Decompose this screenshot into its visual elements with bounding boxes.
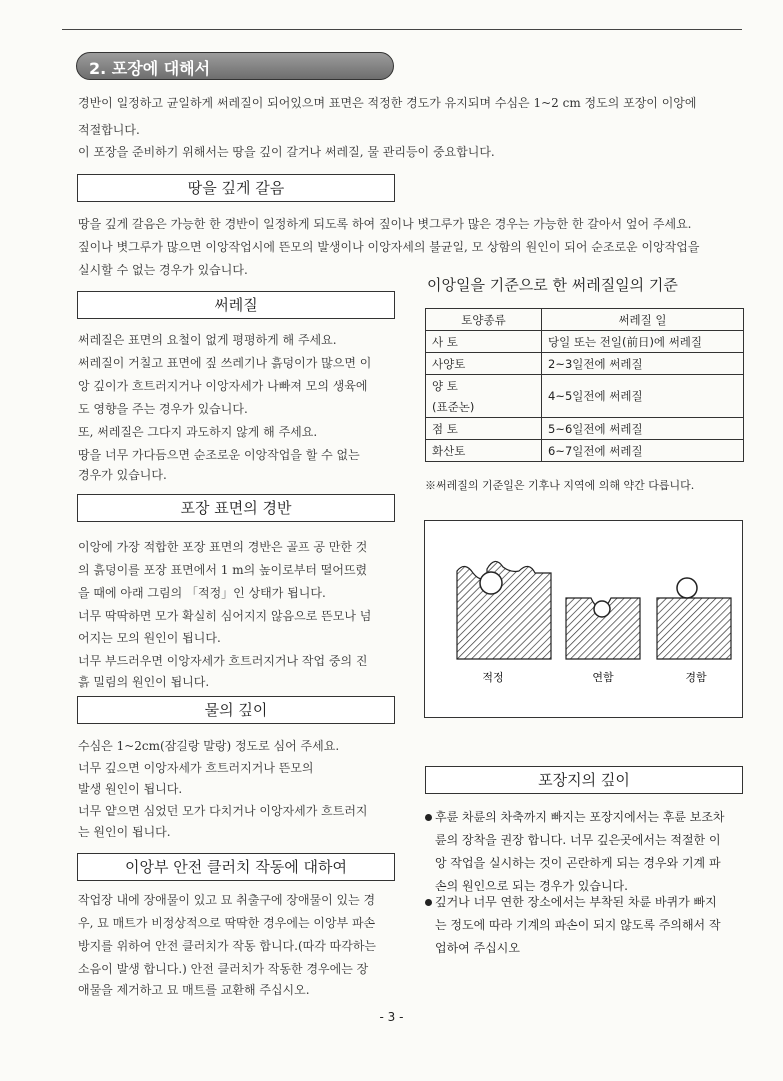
clutch-line-1: 작업장 내에 장애물이 있고 묘 취출구에 장애물이 있는 경: [78, 893, 376, 907]
harrow-line-4: 도 영향을 주는 경우가 있습니다.: [78, 402, 248, 416]
field-depth-title: 포장지의 깊이: [538, 771, 630, 789]
label-soft: 연함: [592, 671, 614, 684]
hardness-title: 포장 표면의 경반: [180, 499, 292, 517]
hardness-line-7: 흙 밀림의 원인이 됩니다.: [78, 675, 210, 689]
water-line-1: 수심은 1~2cm(잠길랑 말랑) 정도로 심어 주세요.: [78, 739, 340, 753]
bullet-line: 깊거나 너무 연한 장소에서는 부착된 차륜 바퀴가 빠지: [435, 895, 717, 909]
bullet-icon: [425, 899, 432, 906]
hardness-line-3: 을 때에 아래 그림의 「적정」인 상태가 됩니다.: [78, 586, 326, 600]
harrow-line-5: 또, 써레질은 그다지 과도하지 않게 해 주세요.: [78, 425, 318, 439]
harrow-line-7: 경우가 있습니다.: [78, 468, 167, 482]
table-cell: 6~7일전에 써레질: [542, 440, 744, 462]
clutch-line-3: 방지를 위하여 안전 클러치가 작동 합니다.(따각 따각하는: [78, 939, 377, 953]
harrow-line-1: 써레질은 표면의 요철이 없게 평평하게 해 주세요.: [78, 333, 337, 347]
hardness-figure: [424, 520, 743, 718]
intro-line-1: 경반이 일정하고 균일하게 써레질이 되어있으며 표면은 적정한 경도가 유지되며 수심은 1~2 cm 정도의 포장이 이앙에: [78, 96, 697, 110]
table-cell: 4~5일전에 써레질: [542, 375, 744, 418]
water-depth-heading: [77, 696, 395, 724]
table-header-row: [426, 309, 744, 331]
deep-plow-title: 땅을 깊게 갈음: [187, 179, 285, 197]
clutch-line-2: 우, 묘 매트가 비정상적으로 딱딱한 경우에는 이앙부 파손: [78, 916, 376, 930]
bullet-line: 앙 작업을 실시하는 것이 곤란하게 되는 경우와 기계 파: [435, 856, 721, 870]
soft-soil-diagram: [566, 598, 640, 659]
bullet-line: 륜의 장착을 권장 합니다. 너무 깊은곳에서는 적절한 이: [435, 833, 721, 847]
harrow-title: 써레질: [214, 296, 258, 314]
field-depth-heading: [425, 766, 743, 794]
hardness-illustration: [425, 521, 742, 717]
table-header-cell: 토양종류: [426, 309, 542, 331]
table-row: [426, 440, 744, 462]
bullet-line: 손의 원인으로 되는 경우가 있습니다.: [435, 879, 628, 893]
table-cell: 5~6일전에 써레질: [542, 418, 744, 440]
table-cell: 화산토: [426, 440, 542, 462]
harrow-line-3: 앙 깊이가 흐트러지거나 이앙자세가 나빠져 모의 생육에: [78, 379, 368, 393]
clutch-title: 이앙부 안전 클러치 작동에 대하여: [125, 858, 347, 876]
water-depth-title: 물의 깊이: [204, 701, 268, 719]
deep-plow-heading: [77, 174, 395, 202]
water-line-4: 너무 얕으면 심었던 모가 다치거나 이앙자세가 흐트러지: [78, 804, 368, 818]
label-hard: 경함: [685, 671, 707, 684]
deep-plow-line-3: 실시할 수 없는 경우가 있습니다.: [78, 263, 248, 277]
harrow-table-title: 이앙일을 기준으로 한 써레질일의 기준: [427, 276, 678, 294]
harrow-heading: [77, 291, 395, 319]
table-row: [426, 331, 744, 353]
table-row: [426, 353, 744, 375]
field-depth-bullet-2: [425, 891, 745, 960]
hardness-line-2: 의 흙덩이를 포장 표면에서 1 m의 높이로부터 떨어뜨렸: [78, 563, 368, 577]
water-line-3: 발생 원인이 됩니다.: [78, 782, 183, 796]
clutch-heading: [77, 853, 395, 881]
clutch-line-4: 소음이 발생 합니다.) 안전 클러치가 작동한 경우에는 장: [78, 962, 369, 976]
page-number: - 3 -: [379, 1010, 404, 1024]
top-rule: [62, 29, 742, 30]
table-row: [426, 418, 744, 440]
table-cell: 사 토: [426, 331, 542, 353]
table-cell: (표준논): [426, 396, 542, 418]
hardness-heading: [77, 494, 395, 522]
bullet-line: 는 정도에 따라 기계의 파손이 되지 않도록 주의해서 작: [435, 918, 721, 932]
bullet-icon: [425, 814, 432, 821]
harrow-line-6: 땅을 너무 가다듬으면 순조로운 이앙작업을 할 수 없는: [78, 448, 360, 462]
table-cell: 당일 또는 전일(前日)에 써레질: [542, 331, 744, 353]
harrow-table: [425, 308, 744, 462]
bullet-line: 후륜 차륜의 차축까지 빠지는 포장지에서는 후륜 보조차: [435, 810, 725, 824]
intro-line-2: 적절합니다.: [78, 123, 140, 137]
bullet-line: 업하여 주십시오: [435, 941, 520, 955]
table-cell: 양 토: [426, 375, 542, 397]
harrow-line-2: 써레질이 거칠고 표면에 짚 쓰레기나 흙덩이가 많으면 이: [78, 356, 372, 370]
hardness-line-5: 어지는 모의 원인이 됩니다.: [78, 631, 221, 645]
water-line-5: 는 원인이 됩니다.: [78, 825, 171, 839]
water-line-2: 너무 깊으면 이앙자세가 흐트러지거나 뜬모의: [78, 761, 314, 775]
hard-soil-diagram: [657, 578, 731, 659]
label-proper: 적정: [482, 671, 504, 684]
table-cell: 점 토: [426, 418, 542, 440]
hardness-line-1: 이앙에 가장 적합한 포장 표면의 경반은 골프 공 만한 것: [78, 540, 368, 554]
section-header: [76, 52, 394, 80]
proper-soil-diagram: [457, 561, 551, 659]
field-depth-bullet-1: [425, 806, 745, 898]
table-header-cell: 써레질 일: [542, 309, 744, 331]
hardness-line-4: 너무 딱딱하면 모가 확실히 심어지지 않음으로 뜬모나 넘: [78, 609, 372, 623]
table-row: [426, 375, 744, 397]
intro-line-3: 이 포장을 준비하기 위해서는 땅을 깊이 갈거나 써레질, 물 관리등이 중요합니다.: [78, 145, 495, 159]
table-cell: 사양토: [426, 353, 542, 375]
section-title: 2. 포장에 대해서: [89, 59, 211, 78]
deep-plow-line-2: 짚이나 볏그루가 많으면 이앙작업시에 뜬모의 발생이나 이앙자세의 불균일, 모 상함의 원인이 되어 순조로운 이앙작업을: [78, 240, 700, 254]
clutch-line-5: 애물을 제거하고 묘 매트를 교환해 주십시오.: [78, 983, 310, 997]
hardness-line-6: 너무 부드러우면 이앙자세가 흐트러지거나 작업 중의 진: [78, 654, 368, 668]
harrow-table-note: ※써레질의 기준일은 기후나 지역에 의해 약간 다릅니다.: [425, 479, 695, 492]
table-cell: 2~3일전에 써레질: [542, 353, 744, 375]
deep-plow-line-1: 땅을 깊게 갈음은 가능한 한 경반이 일정하게 되도록 하여 짚이나 볏그루가 많은 경우는 가능한 한 갈아서 엎어 주세요.: [78, 217, 692, 231]
